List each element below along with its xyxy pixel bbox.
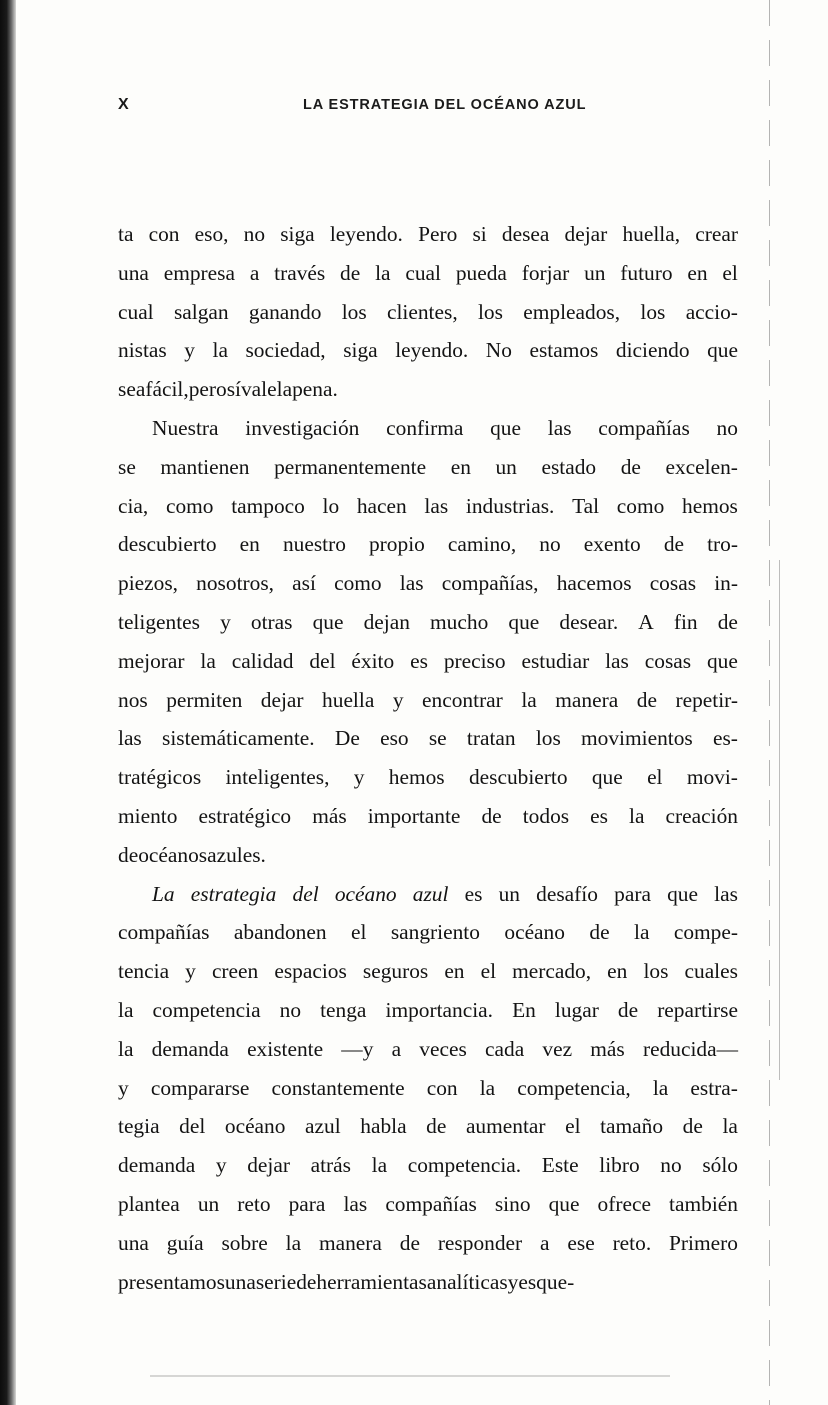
text-line (118, 1030, 738, 1069)
word: los (535, 726, 561, 751)
word: preciso (443, 648, 506, 673)
word: que (490, 415, 521, 440)
word: veces (419, 1036, 467, 1061)
word: cosas (644, 648, 692, 673)
word: la (118, 1036, 134, 1061)
word: competencia, (517, 1075, 631, 1100)
word: un (197, 1191, 220, 1216)
word: creen (211, 959, 259, 984)
word: repetir- (675, 687, 738, 712)
word: como (616, 493, 665, 518)
word: miento (118, 803, 178, 828)
word: azules. (207, 842, 266, 867)
word: el (722, 260, 738, 285)
word: dejar (260, 687, 304, 712)
word: piezos, (118, 571, 178, 596)
word: en (450, 454, 471, 479)
word: la (375, 260, 391, 285)
word: confirma (386, 415, 464, 440)
word: tratégicos (118, 765, 202, 790)
word: estra- (690, 1075, 738, 1100)
word: reto (237, 1191, 271, 1216)
word: futuro (620, 260, 673, 285)
word: la (371, 1153, 388, 1178)
word: mucho (430, 609, 489, 634)
word: dejar (564, 222, 608, 246)
word: permiten (166, 687, 243, 712)
word: de (481, 803, 502, 828)
word: desea (501, 222, 550, 246)
word: a (540, 1230, 550, 1255)
word: y (392, 687, 404, 712)
word: presentamos (118, 1269, 225, 1294)
word: otras (250, 609, 293, 634)
word: cosas (649, 571, 697, 596)
word: de (620, 454, 641, 479)
word: que (508, 609, 540, 634)
word: del (292, 881, 319, 906)
word: sangriento (390, 920, 480, 945)
word: con (426, 1075, 458, 1100)
text-line (118, 913, 738, 952)
word: el (480, 959, 497, 984)
word: como (165, 493, 214, 518)
word: habla (360, 1114, 407, 1139)
word: dejan (363, 609, 410, 634)
text-line (118, 875, 738, 914)
word: para (288, 1191, 326, 1216)
word: aumentar (465, 1114, 546, 1139)
word: —y (341, 1036, 374, 1061)
word: a (391, 1036, 402, 1061)
word: del (179, 1114, 206, 1139)
word: de (118, 842, 139, 867)
word: no (243, 222, 266, 246)
word: de (663, 532, 685, 557)
word: espacios (274, 959, 347, 984)
word: más (590, 1036, 625, 1061)
word: cual (405, 260, 441, 285)
word: excelen- (665, 454, 738, 479)
word: movimientos (581, 726, 693, 751)
word: serie (255, 1269, 297, 1294)
word: los (640, 299, 666, 324)
word: mantienen (160, 454, 250, 479)
word: estudiar (521, 648, 590, 673)
word: y (184, 338, 195, 363)
running-head (118, 96, 738, 118)
word: descubierto (118, 532, 217, 557)
word: del (309, 648, 336, 673)
text-line (118, 1263, 738, 1302)
word: que (312, 609, 344, 634)
word: esque- (518, 1269, 575, 1294)
word: océanos (138, 842, 208, 867)
word: forjar (521, 260, 570, 285)
word: para (614, 881, 651, 906)
word: tencia (118, 959, 170, 984)
word: guía (166, 1230, 204, 1255)
word: existente (247, 1036, 324, 1061)
word: movi- (686, 765, 738, 790)
word: si (472, 222, 487, 246)
text-line (118, 642, 738, 681)
paragraph (118, 215, 738, 409)
paragraph (118, 875, 738, 1302)
word: que (548, 1191, 580, 1216)
word: cada (485, 1036, 525, 1061)
word: herramientas (316, 1269, 427, 1294)
word: que (591, 765, 623, 790)
word: De (334, 726, 360, 751)
word: estado (541, 454, 597, 479)
word: un (498, 881, 520, 906)
word: compañías (118, 920, 210, 945)
word: tamaño (600, 1114, 664, 1139)
word: las (343, 1191, 368, 1216)
word: clientes, (386, 299, 458, 324)
word: a (249, 260, 260, 285)
word: pueda (455, 260, 507, 285)
word: la (521, 687, 537, 712)
word: los (341, 299, 367, 324)
text-line (118, 836, 738, 875)
word: es (410, 648, 428, 673)
word: y (215, 1153, 227, 1178)
word: No (485, 338, 512, 363)
word: un (495, 454, 517, 479)
word: Nuestra (152, 415, 219, 440)
word: como (334, 571, 382, 596)
word: atrás (310, 1153, 351, 1178)
word: libro (599, 1153, 640, 1178)
word: demanda (118, 1153, 196, 1178)
word: reducida— (642, 1036, 738, 1061)
word: Este (541, 1153, 579, 1178)
word: la (212, 338, 228, 363)
word: tratan (466, 726, 516, 751)
word: empleados, (523, 299, 621, 324)
word: compañías (598, 415, 690, 440)
word: propio (368, 532, 425, 557)
word: el (647, 765, 663, 790)
word: en (607, 959, 628, 984)
word: tampoco (231, 493, 305, 518)
word: En (512, 997, 536, 1022)
word: dejar (247, 1153, 290, 1178)
word: océano (224, 1114, 286, 1139)
word: una (118, 260, 149, 285)
word: y (353, 765, 365, 790)
text-line (118, 991, 738, 1030)
word: Pero (418, 222, 458, 246)
text-line (118, 448, 738, 487)
word: todos (522, 803, 570, 828)
word: calidad (231, 648, 294, 673)
word: plantea (118, 1191, 180, 1216)
word: nuestro (282, 532, 346, 557)
word: nosotros, (196, 571, 275, 596)
word: y (118, 1075, 129, 1100)
word: ta (118, 222, 134, 246)
text-line (118, 952, 738, 991)
word: de (426, 1114, 447, 1139)
word: diciendo (615, 338, 690, 363)
word: mejorar (118, 648, 185, 673)
word: investigación (245, 415, 360, 440)
word: desafío (536, 881, 598, 906)
word: la (629, 803, 645, 828)
word: seguros (362, 959, 429, 984)
text-line (118, 331, 738, 370)
word: desear. (559, 609, 619, 634)
word: exento (583, 532, 641, 557)
word: fin (673, 609, 698, 634)
word: un (584, 260, 606, 285)
word: se (428, 726, 447, 751)
word: las (605, 648, 629, 673)
word: Tal (572, 493, 600, 518)
word: de (617, 997, 639, 1022)
word: compañías (385, 1191, 477, 1216)
word: siga (343, 338, 378, 363)
word: sea (118, 377, 146, 402)
word: sistemáticamente. (162, 726, 315, 751)
word: vez (542, 1036, 573, 1061)
word: azul (305, 1114, 341, 1139)
page-number: X (118, 96, 130, 113)
word: reto. (612, 1230, 652, 1255)
paragraph (118, 409, 738, 875)
word: pena. (292, 377, 338, 402)
word: en (239, 532, 260, 557)
word: lo (322, 493, 340, 518)
word: estrategia (190, 881, 277, 906)
text-line (118, 525, 738, 564)
word: creación (665, 803, 738, 828)
text-line (118, 1185, 738, 1224)
text-line (118, 254, 738, 293)
word: no (279, 997, 302, 1022)
word: analíticas (426, 1269, 508, 1294)
text-line (118, 370, 738, 409)
text-line (118, 758, 738, 797)
word: de (589, 920, 610, 945)
word: no (539, 532, 561, 557)
word: eso, (194, 222, 229, 246)
word: sino (494, 1191, 531, 1216)
word: constantemente (271, 1075, 405, 1100)
word: abandonen (233, 920, 327, 945)
word: cuales (684, 959, 738, 984)
word: través (274, 260, 326, 285)
word: mercado, (512, 959, 592, 984)
word: descubierto (468, 765, 568, 790)
word: las (424, 493, 449, 518)
word: y (220, 609, 231, 634)
word: los (477, 299, 503, 324)
word: tro- (707, 532, 738, 557)
word: pero (188, 377, 227, 402)
word: así (292, 571, 316, 596)
text-line (118, 1224, 738, 1263)
word: sociedad, (245, 338, 326, 363)
body-text (118, 215, 738, 1301)
word: competencia (152, 997, 261, 1022)
word: océano (504, 920, 565, 945)
word: hacen (356, 493, 407, 518)
word: la (652, 1075, 669, 1100)
word: de (682, 1114, 703, 1139)
word: una (224, 1269, 256, 1294)
word: en (687, 260, 708, 285)
text-line (118, 564, 738, 603)
word: que (667, 881, 698, 906)
word: industrias. (465, 493, 555, 518)
word: y (507, 1269, 519, 1294)
word: lugar (554, 997, 599, 1022)
word: competencia. (407, 1153, 522, 1178)
word: inteligentes, (225, 765, 330, 790)
word: huella (322, 687, 375, 712)
text-line (118, 719, 738, 758)
word: crear (695, 222, 738, 246)
text-line (118, 215, 738, 254)
word: de (340, 260, 361, 285)
word: cia, (118, 493, 149, 518)
word: no (660, 1153, 682, 1178)
word: la (276, 377, 293, 402)
word: más (312, 803, 347, 828)
text-line (118, 1146, 738, 1185)
word: la (479, 1075, 496, 1100)
word: compe- (673, 920, 738, 945)
word: tenga (320, 997, 367, 1022)
word: ofrece (597, 1191, 651, 1216)
word: las (399, 571, 424, 596)
word: nos (118, 687, 148, 712)
word: sobre (221, 1230, 268, 1255)
word: se (118, 454, 136, 479)
word: hemos (682, 493, 738, 518)
word: manera (555, 687, 619, 712)
word: leyendo. (329, 222, 403, 246)
word: empresa (163, 260, 235, 285)
word: tegia (118, 1114, 160, 1139)
word: con (148, 222, 180, 246)
word: responder (437, 1230, 523, 1255)
word: Primero (669, 1230, 738, 1255)
word: que (707, 338, 738, 363)
word: sí (226, 377, 241, 402)
word: de (717, 609, 738, 634)
word: éxito (351, 648, 395, 673)
word: es- (712, 726, 738, 751)
text-line (118, 797, 738, 836)
text-line (118, 603, 738, 642)
word: el (350, 920, 367, 945)
word: importante (367, 803, 461, 828)
word: ese (567, 1230, 595, 1255)
word: de (636, 687, 657, 712)
word: huella, (622, 222, 681, 246)
word: ganando (248, 299, 322, 324)
word: la (118, 997, 134, 1022)
word: A (638, 609, 654, 634)
word: azul (412, 881, 449, 906)
word: los (643, 959, 669, 984)
word: la (722, 1114, 738, 1139)
text-line (118, 293, 738, 332)
word: de (399, 1230, 420, 1255)
word: siga (280, 222, 315, 246)
word: leyendo. (395, 338, 469, 363)
word: hacemos (556, 571, 632, 596)
word: fácil, (145, 377, 189, 402)
word: en (444, 959, 465, 984)
word: estratégico (198, 803, 292, 828)
text-line (118, 681, 738, 720)
word: las (714, 881, 738, 906)
word: es (464, 881, 483, 906)
word: no (716, 415, 738, 440)
word: la (634, 920, 650, 945)
word: manera (318, 1230, 382, 1255)
word: encontrar (422, 687, 503, 712)
word: estamos (529, 338, 599, 363)
word: las (547, 415, 572, 440)
word: la (200, 648, 216, 673)
word: importancia. (385, 997, 494, 1022)
word: y (185, 959, 196, 984)
word: La (152, 881, 175, 906)
text-line (118, 1107, 738, 1146)
word: camino, (447, 532, 517, 557)
word: cual (118, 299, 154, 324)
word: salgan (173, 299, 229, 324)
word: la (285, 1230, 302, 1255)
word: también (669, 1191, 738, 1216)
word: demanda (151, 1036, 229, 1061)
word: vale (240, 377, 277, 402)
text-line (118, 487, 738, 526)
word: eso (380, 726, 409, 751)
word: las (118, 726, 142, 751)
text-line (118, 1069, 738, 1108)
word: teligentes (118, 609, 200, 634)
word: compararse (150, 1075, 250, 1100)
word: una (118, 1230, 149, 1255)
running-title: LA ESTRATEGIA DEL OCÉANO AZUL (303, 97, 587, 113)
word: sólo (702, 1153, 738, 1178)
word: de (296, 1269, 317, 1294)
word: accio- (685, 299, 738, 324)
word: nistas (118, 338, 167, 363)
word: océano (334, 881, 397, 906)
word: el (565, 1114, 581, 1139)
word: in- (714, 571, 738, 596)
word: permanentemente (274, 454, 427, 479)
word: hemos (388, 765, 445, 790)
word: que (706, 648, 738, 673)
word: compañías, (441, 571, 539, 596)
word: repartirse (657, 997, 738, 1022)
word: es (590, 803, 608, 828)
text-line (118, 409, 738, 448)
